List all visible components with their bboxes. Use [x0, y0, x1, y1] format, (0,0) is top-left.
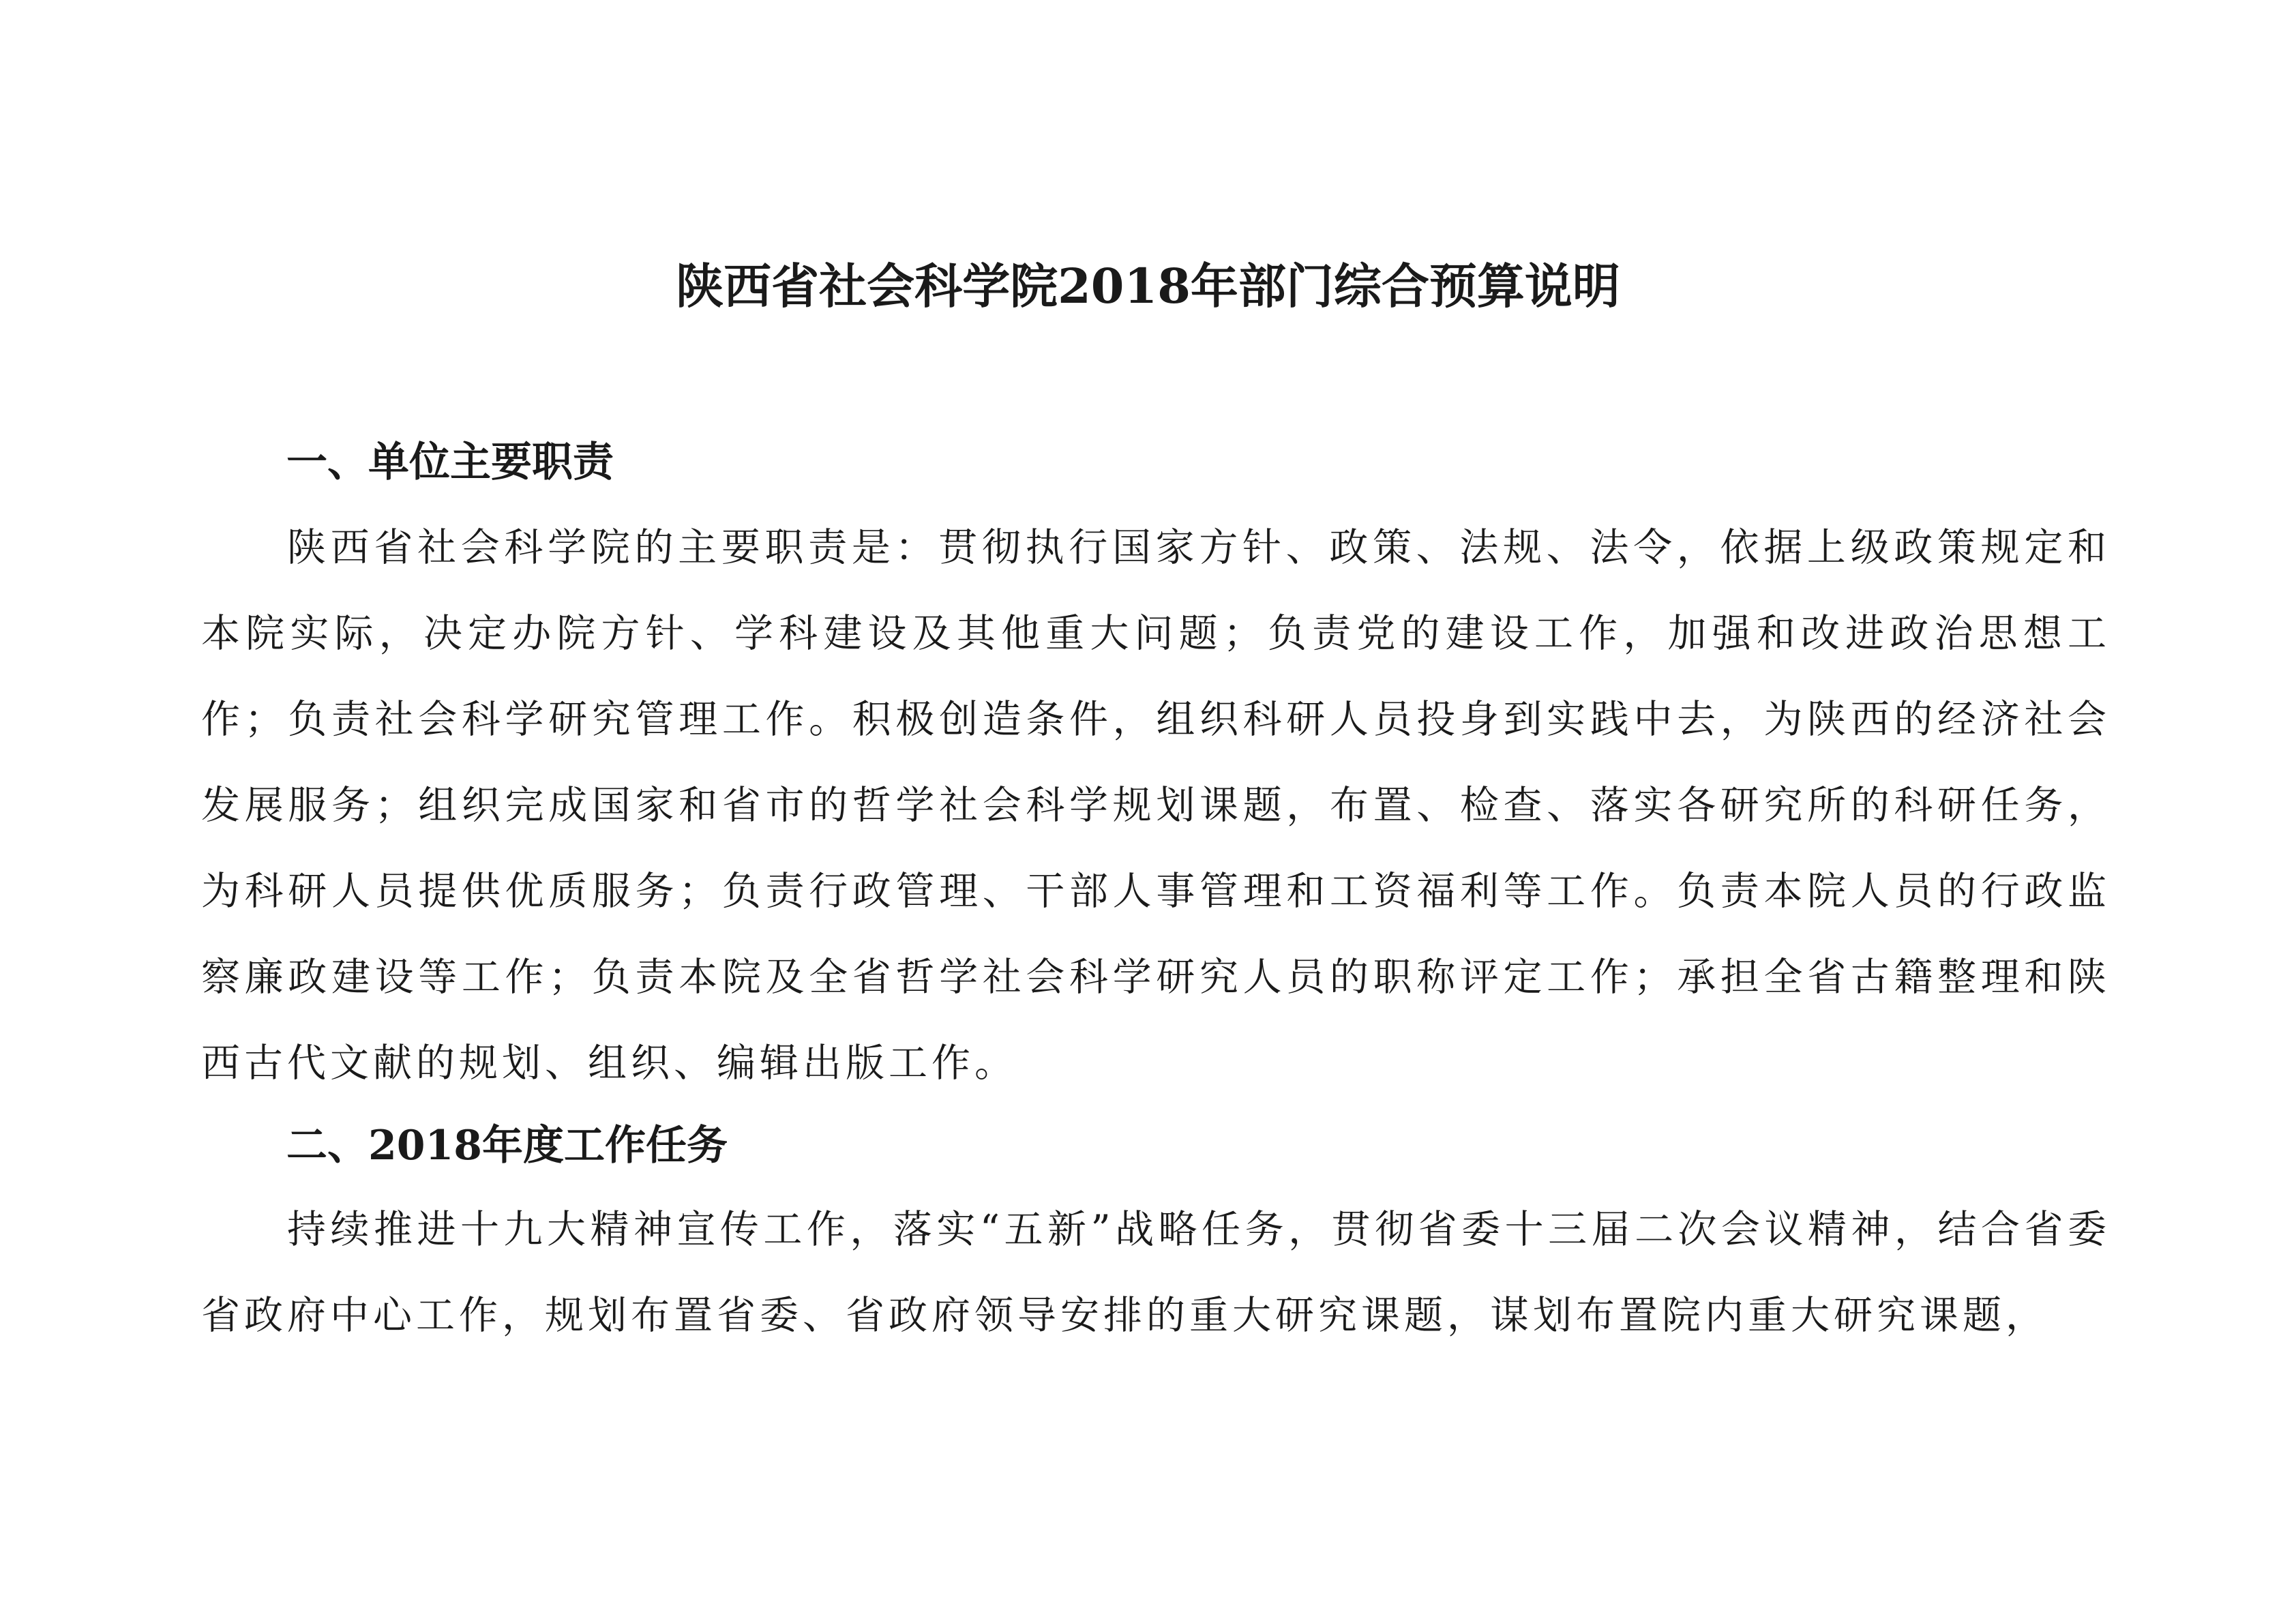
section-heading-tasks: 二、2018年度工作任务 [286, 1122, 728, 1170]
section-paragraph-tasks: 持续推进十九大精神宣传工作，落实“五新”战略任务，贯彻省委十三届二次会议精神，结合省委省政府中心工作，规划布置省委、省政府领导安排的重大研究课题，谋划布置院内重大研究课题， [201, 1207, 2111, 1338]
section-paragraph-responsibilities: 陕西省社会科学院的主要职责是：贯彻执行国家方针、政策、法规、法令，依据上级政策规定和本院实际，决定办院方针、学科建设及其他重大问题；负责党的建设工作，加强和改进政治思想工作；负责社会科学研究管理工作。积极创造条件，组织科研人员投身到实践中去，为陕西的经济社会发展服务；组织完成国家和省市的哲学社会科学规划课题，布置、检查、落实各研究所的科研任务，为科研人员提供优质服务；负责行政管理、干部人事管理和工资福利等工作。负责本院人员的行政监察廉政建设等工作；负责本院及全省哲学社会科学研究人员的职称评定工作；承担全省古籍整理和陕西古代文献的规划、组织、编辑出版工作。 [201, 525, 2111, 1086]
document-title: 陕西省社会科学院2018年部门综合预算说明 [676, 258, 1620, 314]
section-heading-responsibilities: 一、单位主要职责 [286, 438, 614, 486]
